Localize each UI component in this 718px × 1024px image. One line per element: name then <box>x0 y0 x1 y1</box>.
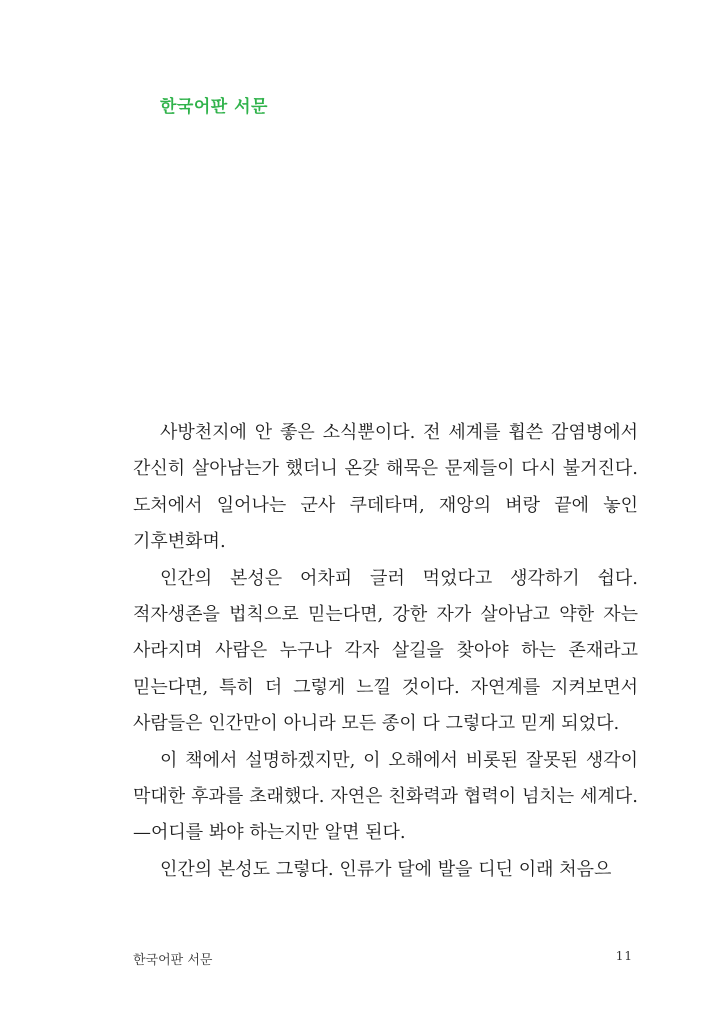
page-number: 11 <box>615 949 633 963</box>
paragraph: 사방천지에 안 좋은 소식뿐이다. 전 세계를 휩쓴 감염병에서 간신히 살아남는가 했더니 온갖 해묵은 문제들이 다시 불거진다. 도처에서 일어나는 군사 쿠데타며, 재앙의 벼랑 끝에 놓인 기후변화며. <box>133 422 638 553</box>
paragraph: 인간의 본성도 그렇다. 인류가 달에 발을 디딘 이래 처음으 <box>160 858 612 880</box>
paragraph: 이 책에서 설명하겠지만, 이 오해에서 비롯된 잘못된 생각이 막대한 후과를 초래했다. 자연은 친화력과 협력이 넘치는 세계다.—어디를 봐야 하는지만 알면 된다. <box>133 749 638 844</box>
running-title: 한국어판 서문 <box>133 953 213 968</box>
chapter-title: 한국어판 서문 <box>160 97 268 117</box>
paragraph: 인간의 본성은 어차피 글러 먹었다고 생각하기 쉽다. 적자생존을 법칙으로 믿는다면, 강한 자가 살아남고 약한 자는 사라지며 사람은 누구나 각자 살길을 찾아야 하는 존재라고 믿는다면, 특히 더 그렇게 느낄 것이다. 자연계를 지켜보면서 사람들은 인간만이 아니라 모든 종이 다 그렇다고 믿게 되었다. <box>133 567 638 735</box>
body-text <box>133 415 638 888</box>
